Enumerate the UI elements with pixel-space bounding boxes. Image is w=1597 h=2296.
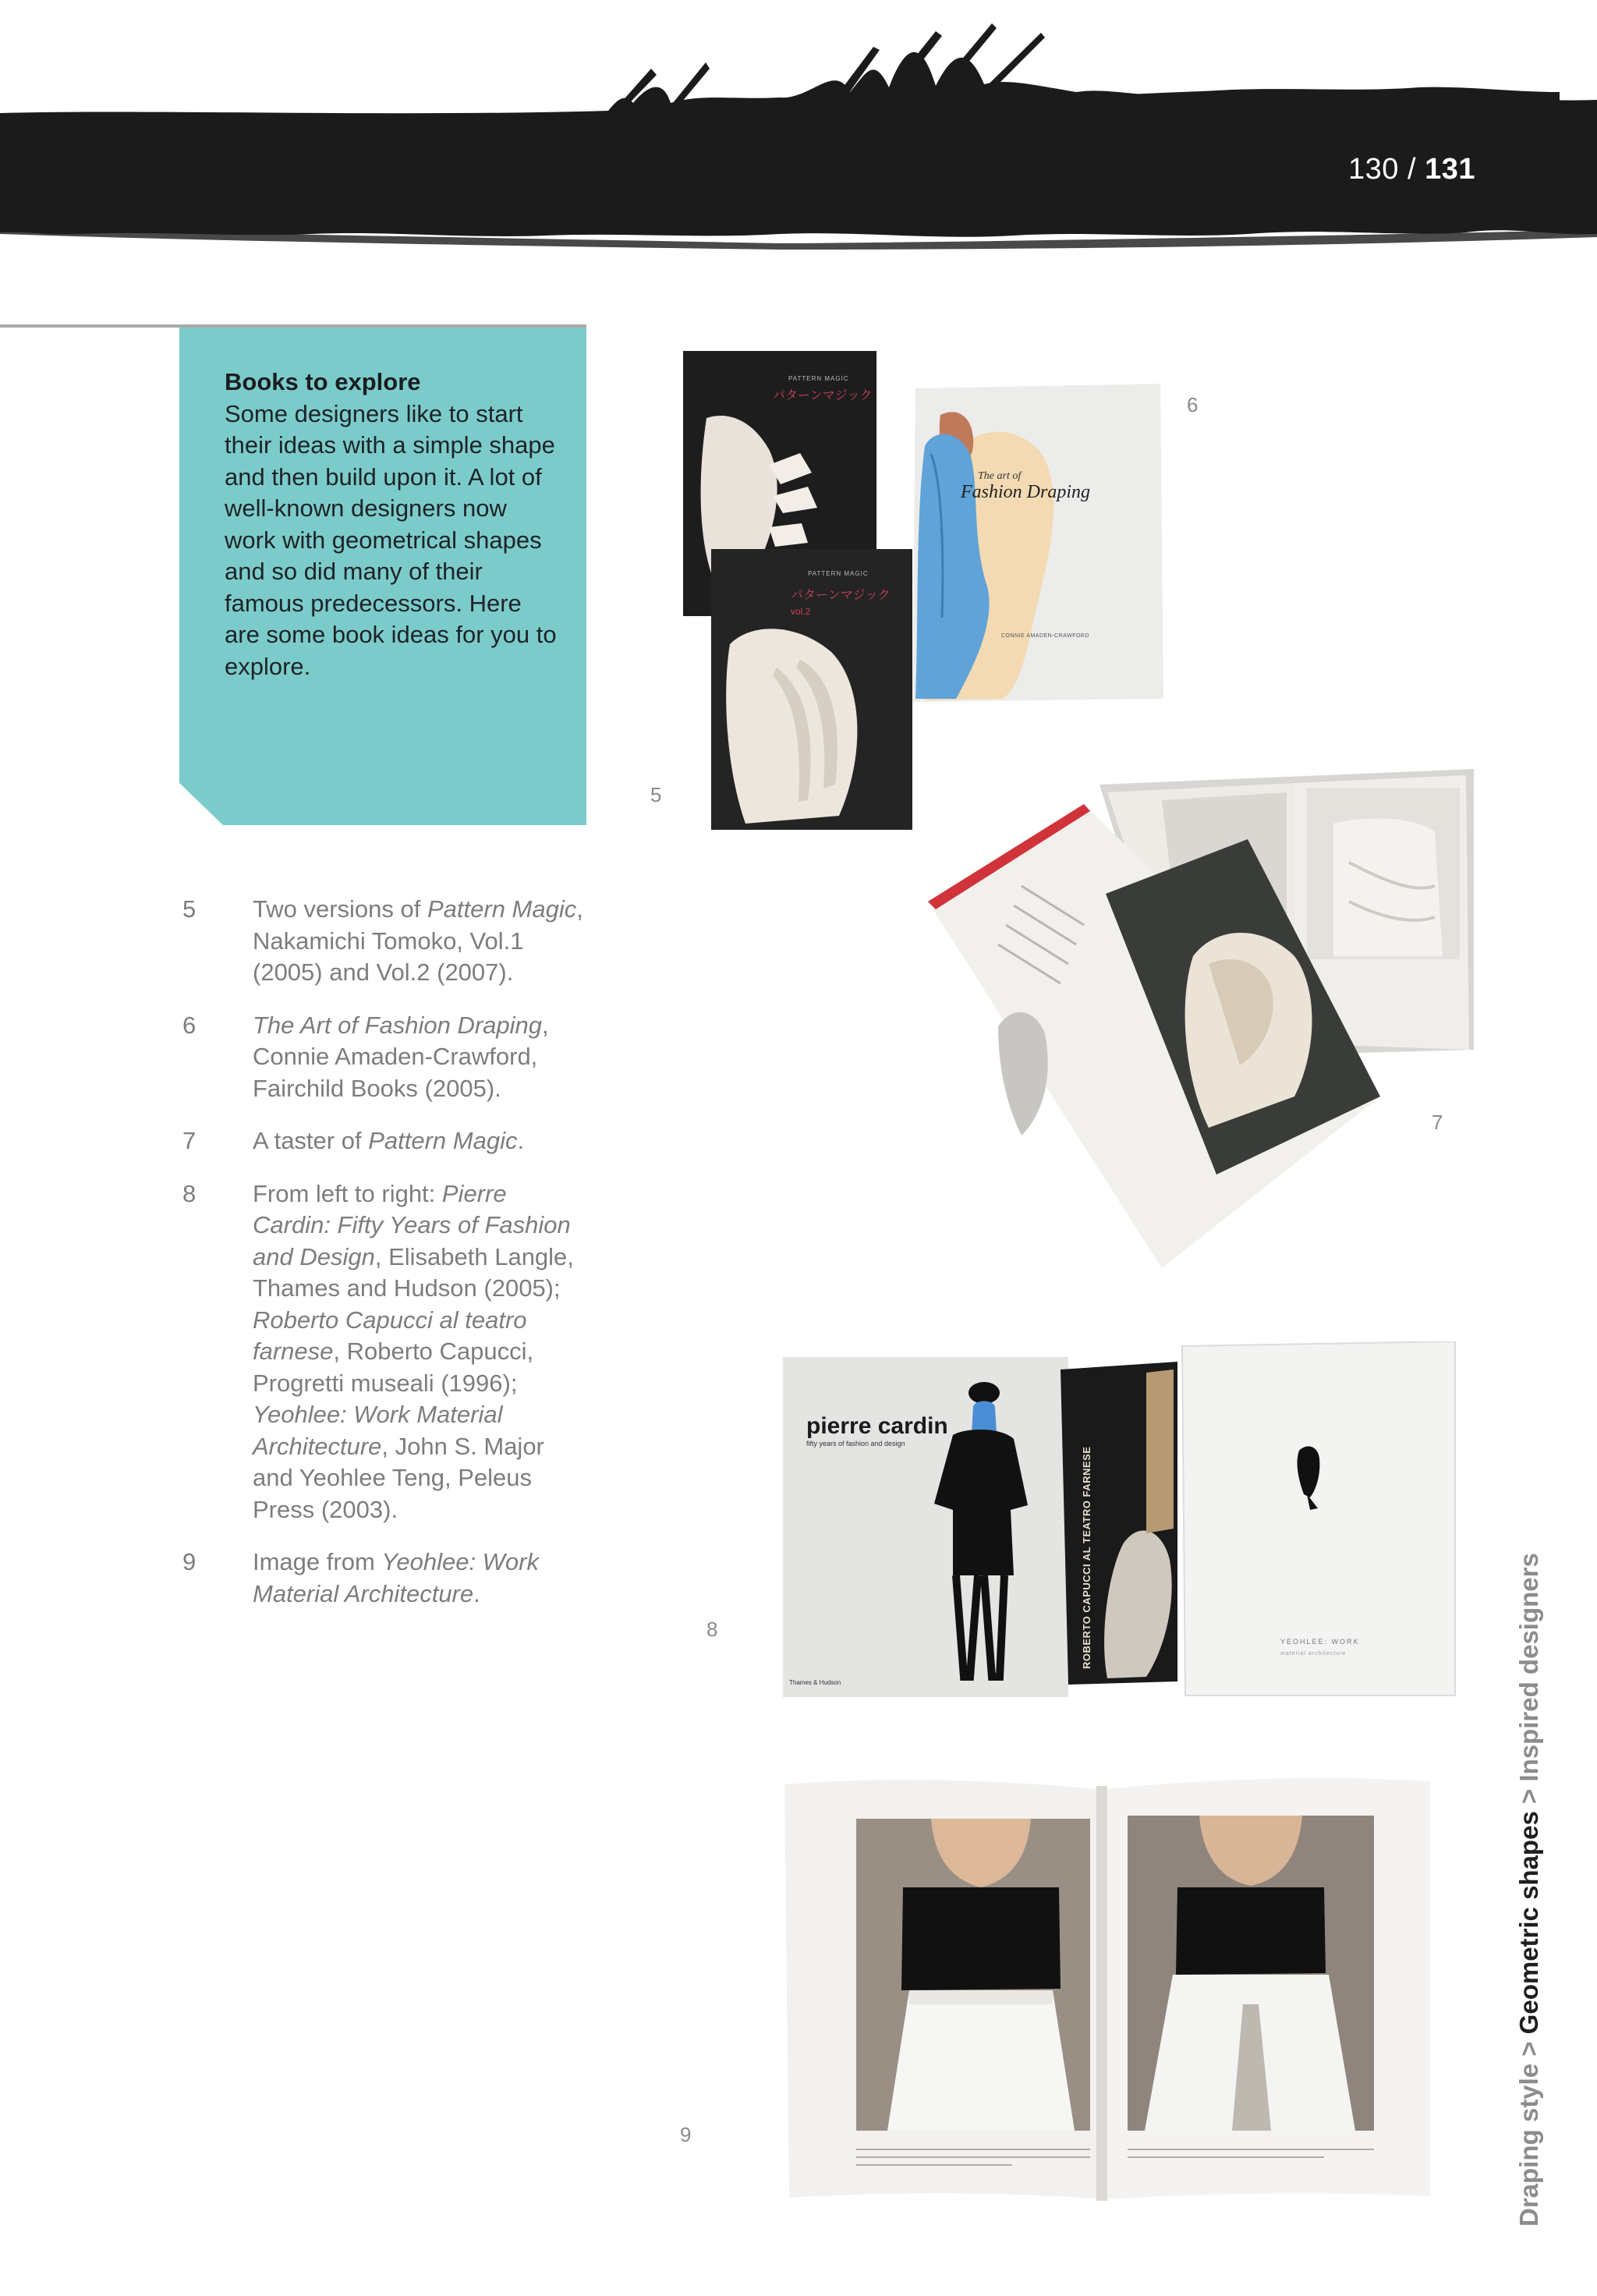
breadcrumb-separator-2: > xyxy=(1514,1781,1543,1812)
brush-stroke-graphic xyxy=(0,0,1597,257)
photo-pattern-magic-books xyxy=(683,348,917,831)
caption-text xyxy=(253,895,583,986)
page-left: 130 xyxy=(1348,153,1399,186)
figure-label-5: 5 xyxy=(650,783,662,806)
figure-label-9: 9 xyxy=(680,2123,692,2146)
caption-number: 8 xyxy=(182,1179,197,1207)
caption-title-italic: Pattern Magic xyxy=(427,895,577,923)
caption-text-part: Two versions of xyxy=(253,895,427,923)
draping-author-text: CONNIE AMADEN-CRAWFORD xyxy=(1001,633,1090,639)
books-box-heading: Books to explore xyxy=(225,368,421,395)
pm2-vol-text: vol.2 xyxy=(791,606,811,617)
caption-title-italic: Yeohlee: Work Material Architecture xyxy=(253,1548,539,1607)
books-box-text xyxy=(225,367,560,682)
yeohlee-subtitle-text: material architecture xyxy=(1280,1651,1347,1656)
breadcrumb xyxy=(1514,1553,1544,2227)
caption-title-italic: The Art of Fashion Draping xyxy=(253,1011,543,1039)
caption-number: 7 xyxy=(182,1127,197,1154)
pm1-series-text: PATTERN MAGIC xyxy=(788,375,849,382)
page-number xyxy=(1348,153,1475,186)
cardin-title-text: pierre cardin xyxy=(806,1413,948,1439)
caption-text-part: , Nakamichi Tomoko, Vol.1 (2005) and Vol.2 (2007). xyxy=(253,895,583,986)
caption-text-part: , Elisabeth Langle, Thames and Hudson (2005); xyxy=(253,1242,574,1302)
breadcrumb-separator-1: > xyxy=(1514,2034,1543,2064)
caption-text xyxy=(253,1127,524,1154)
caption-text xyxy=(253,1180,574,1523)
figure-label-6: 6 xyxy=(1187,393,1199,416)
books-box-body: Some designers like to start their ideas with a simple shape and then build upon it. A lot of well-known designers now work with geometrical shapes and so did many of their famous predecessors. Here are some book ideas for you to explore. xyxy=(225,399,557,680)
caption-title-italic: Pattern Magic xyxy=(368,1127,518,1154)
caption-text-part: A taster of xyxy=(253,1127,369,1154)
pm1-jp-title: パターンマジック xyxy=(773,388,873,402)
photo-pattern-magic-open xyxy=(928,769,1474,1268)
breadcrumb-level-3[interactable]: Inspired designers xyxy=(1514,1553,1543,1782)
caption-text-part: Image from xyxy=(253,1548,382,1575)
caption-title-italic: Roberto Capucci al teatro farnese xyxy=(253,1306,527,1365)
pm2-jp-title: パターンマジック xyxy=(791,587,891,602)
caption-title-italic: Pierre Cardin: Fifty Years of Fashion and Design xyxy=(253,1179,571,1270)
photo-fashion-draping-book xyxy=(909,384,1167,703)
caption-item xyxy=(181,1178,586,1526)
caption-list xyxy=(181,894,586,1631)
caption-text-part: , Roberto Capucci, Progretti museali (1996); xyxy=(253,1338,534,1397)
caption-number: 9 xyxy=(182,1548,197,1575)
caption-text-part: . xyxy=(517,1127,525,1154)
draping-title-text: Fashion Draping xyxy=(961,482,1091,502)
caption-text-part: . xyxy=(473,1579,480,1607)
photo-three-books xyxy=(780,1341,1458,1700)
caption-item xyxy=(181,1010,586,1105)
breadcrumb-level-2[interactable]: Geometric shapes xyxy=(1514,1811,1543,2035)
page-right: 131 xyxy=(1425,153,1475,186)
caption-number: 5 xyxy=(182,895,197,923)
page-separator: / xyxy=(1398,153,1425,186)
breadcrumb-level-1[interactable]: Draping style xyxy=(1514,2063,1543,2227)
capucci-spine-text: ROBERTO CAPUCCI AL TEATRO FARNESE xyxy=(1081,1446,1092,1669)
caption-item xyxy=(181,894,586,989)
caption-number: 6 xyxy=(182,1011,197,1039)
photo-yeohlee-spread xyxy=(778,1770,1435,2207)
pm2-series-text: PATTERN MAGIC xyxy=(808,570,869,577)
caption-item xyxy=(181,1125,586,1157)
caption-text-part: , Connie Amaden-Crawford, Fairchild Books (2005). xyxy=(253,1011,549,1102)
caption-text-part: From left to right: xyxy=(253,1179,442,1207)
caption-text xyxy=(253,1012,549,1102)
figure-label-8: 8 xyxy=(706,1617,718,1641)
books-to-explore-box xyxy=(179,328,586,825)
cardin-publisher-text: Thames & Hudson xyxy=(789,1679,841,1686)
draping-art-of-text: The art of xyxy=(978,470,1022,482)
yeohlee-title-text: YEOHLEE: WORK xyxy=(1280,1638,1360,1646)
caption-text xyxy=(253,1548,539,1607)
cardin-subtitle-text: fifty years of fashion and design xyxy=(806,1440,905,1447)
header-brush-band xyxy=(0,0,1597,257)
caption-item xyxy=(181,1547,586,1610)
caption-text-part: , John S. Major and Yeohlee Teng, Peleus Press (2003). xyxy=(253,1432,544,1523)
caption-title-italic: Yeohlee: Work Material Architecture xyxy=(253,1401,503,1460)
figure-label-7: 7 xyxy=(1432,1111,1443,1134)
